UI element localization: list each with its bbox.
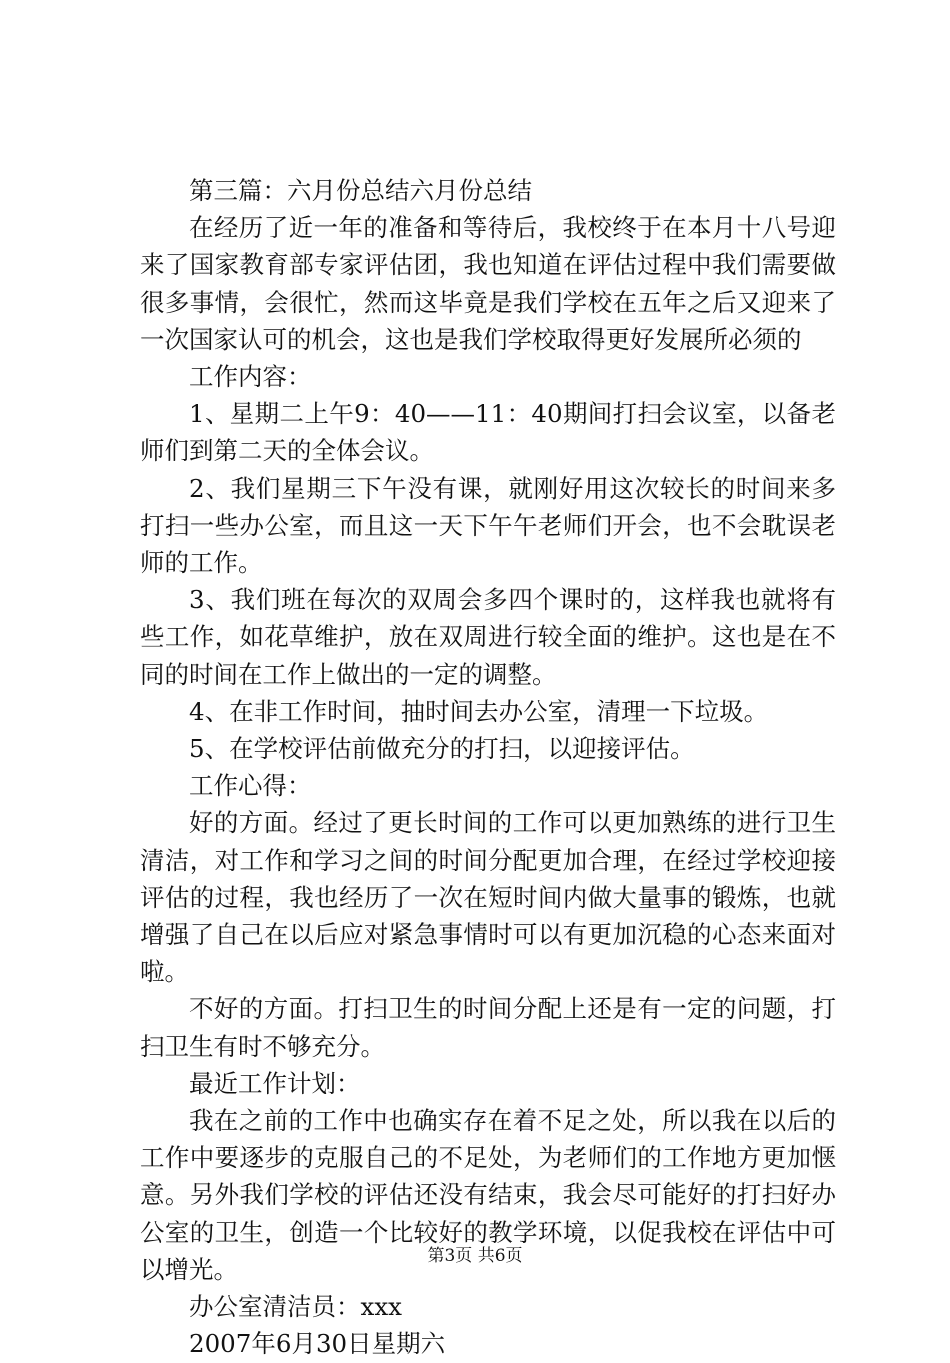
- section-heading-work-content: 工作内容：: [189, 362, 312, 392]
- work-item-2: 2、我们星期三下午没有课，就刚好用这次较长的时间来多打扫一些办公室，而且这一天下午午老师们开会，也不会耽误老师的工作。: [140, 473, 836, 578]
- date-line: 2007年6月30日星期六: [189, 1329, 446, 1359]
- work-item-1: 1、星期二上午9：40——11：40期间打扫会议室，以备老师们到第二天的全体会议。: [140, 399, 836, 466]
- experience-negative: 不好的方面。打扫卫生的时间分配上还是有一定的问题，打扫卫生有时不够充分。: [140, 994, 836, 1061]
- document-body: [140, 172, 836, 1363]
- work-item-5: 5、在学校评估前做充分的打扫，以迎接评估。: [189, 734, 695, 764]
- section-heading-plan: 最近工作计划：: [189, 1068, 361, 1098]
- intro-paragraph: 在经历了近一年的准备和等待后，我校终于在本月十八号迎来了国家教育部专家评估团，我也知道在评估过程中我们需要做很多事情，会很忙，然而这毕竟是我们学校在五年之后又迎来了一次国家认可的机会，这也是我们学校取得更好发展所必须的: [140, 213, 836, 354]
- section-heading-experience: 工作心得：: [189, 771, 312, 801]
- page-footer: 第3页 共6页: [427, 1246, 523, 1266]
- work-item-3: 3、我们班在每次的双周会多四个课时的，这样我也就将有些工作，如花草维护，放在双周进行较全面的维护。这也是在不同的时间在工作上做出的一定的调整。: [140, 585, 836, 689]
- experience-positive: 好的方面。经过了更长时间的工作可以更加熟练的进行卫生清洁，对工作和学习之间的时间分配更加合理，在经过学校迎接评估的过程，我也经历了一次在短时间内做大量事的锻炼，也就增强了自己在以后应对紧急事情时可以有更加沉稳的心态来面对啦。: [140, 808, 836, 987]
- plan-paragraph: 我在之前的工作中也确实存在着不足之处，所以我在以后的工作中要逐步的克服自己的不足处，为老师们的工作地方更加惬意。另外我们学校的评估还没有结束，我会尽可能好的打扫好办公室的卫生，创造一个比较好的教学环境，以促我校在评估中可以增光。: [140, 1106, 836, 1284]
- signature-line: 办公室清洁员：xxx: [189, 1292, 402, 1322]
- work-item-4: 4、在非工作时间，抽时间去办公室，清理一下垃圾。: [189, 696, 769, 726]
- document-title: 第三篇：六月份总结六月份总结: [189, 176, 532, 205]
